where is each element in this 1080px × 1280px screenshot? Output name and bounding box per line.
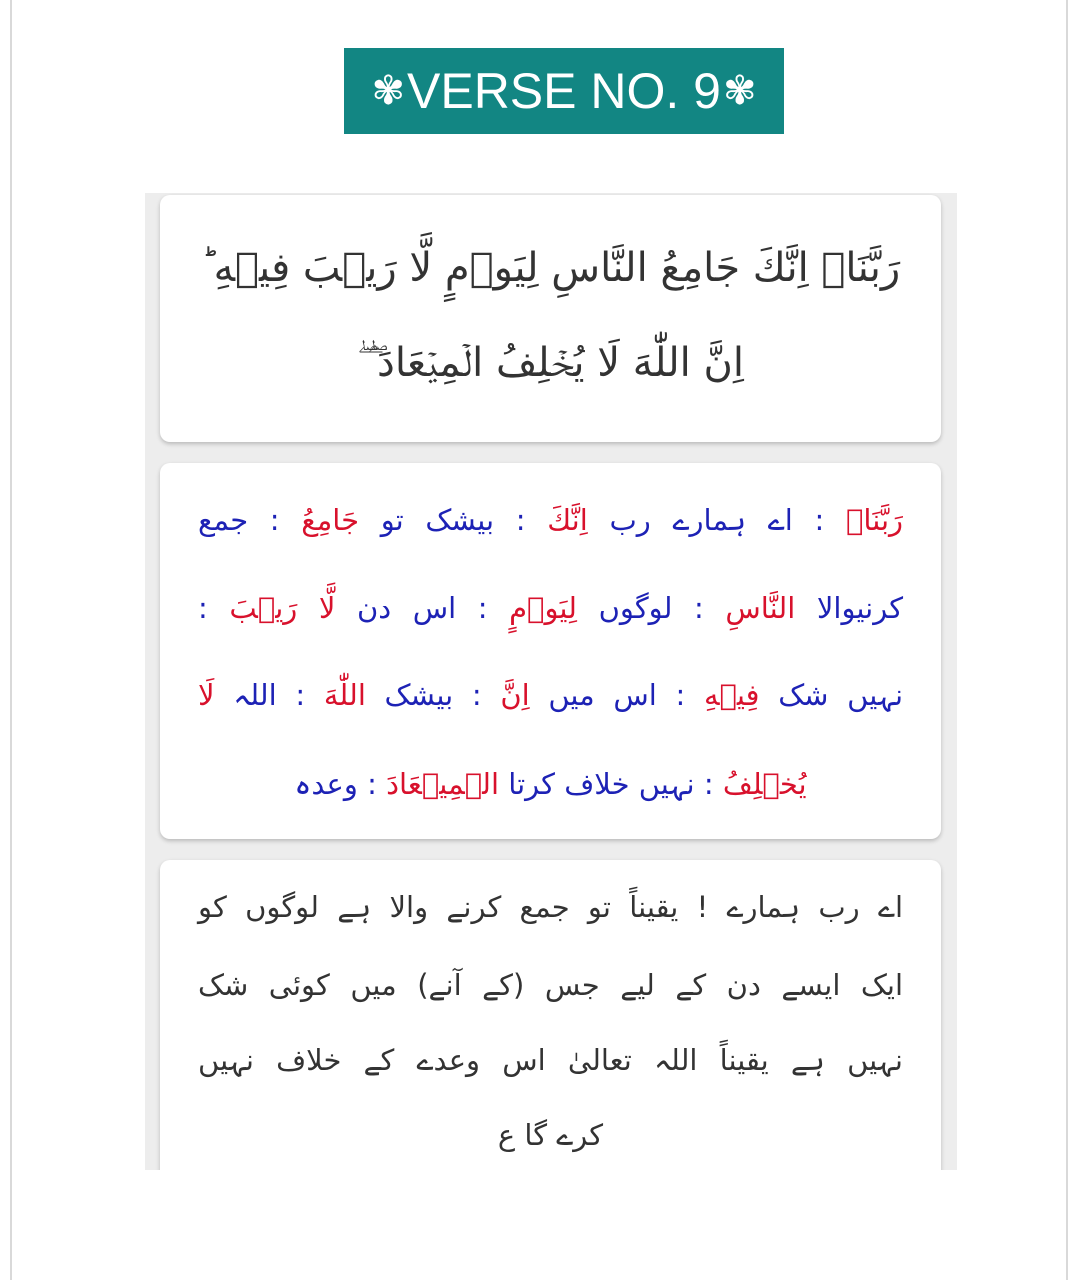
arabic-word: النَّاسِ xyxy=(725,591,796,625)
verse-title: VERSE NO. 9 xyxy=(407,63,721,119)
arabic-word: اللّٰهَ xyxy=(323,678,366,712)
translation-card xyxy=(160,860,941,1170)
arabic-word: الۡمِيۡعَادَ xyxy=(386,767,500,801)
word-meanings-line-2 xyxy=(198,591,903,625)
arabic-word: لَّا رَيۡبَ xyxy=(229,591,336,625)
flourish-right-icon: ✾ xyxy=(723,69,757,113)
flourish-left-icon: ✾ xyxy=(371,69,405,113)
urdu-meaning: : جمع xyxy=(198,503,280,537)
urdu-meaning: : اس میں xyxy=(548,678,686,712)
arabic-word: يُخۡلِفُ xyxy=(722,767,807,801)
arabic-word: فِيۡهِ xyxy=(703,678,760,712)
urdu-meaning: : بیشک xyxy=(384,678,482,712)
urdu-meaning: : بیشک تو xyxy=(380,503,526,537)
arabic-verse-card xyxy=(160,195,941,442)
arabic-word: اِنَّ xyxy=(500,678,530,712)
translation-line-4: کرے گا ع xyxy=(497,1118,604,1152)
verse-banner xyxy=(344,48,784,134)
arabic-word: لَا xyxy=(198,678,215,712)
translation-line-2: ایک ایسے دن کے لیے جس (کے آنے) میں کوئی شک xyxy=(198,968,903,1002)
urdu-meaning: : وعدہ xyxy=(294,767,377,801)
urdu-meaning: نہیں شک xyxy=(778,678,904,712)
arabic-verse-line-2: اِنَّ اللّٰهَ لَا يُخۡلِفُ الۡمِيۡعَادَ ۖ ۖ xyxy=(357,340,744,386)
arabic-word: رَبَّنَاۤ xyxy=(845,503,904,537)
translation-line-3: نہیں ہے یقیناً اللہ تعالیٰ اس وعدے کے خلاف نہیں xyxy=(198,1043,903,1077)
urdu-meaning: : نہیں خلاف کرتا xyxy=(508,767,714,801)
urdu-meaning: کرنیوالا xyxy=(816,591,904,625)
word-meanings-card xyxy=(160,463,941,839)
word-meanings-line-1 xyxy=(198,503,903,537)
word-meanings-line-3 xyxy=(198,678,903,712)
arabic-verse-line-1: رَبَّنَاۤ اِنَّكَ جَامِعُ النَّاسِ لِيَوۡمٍ لَّا رَيۡبَ فِيۡهِ‌ ؕ xyxy=(200,245,901,291)
word-meanings-line-4 xyxy=(198,767,903,801)
translation-line-1: اے رب ہمارے ! یقیناً تو جمع کرنے والا ہے لوگوں کو xyxy=(198,890,903,924)
arabic-word: اِنَّكَ xyxy=(547,503,588,537)
urdu-meaning: : اے ہمارے رب xyxy=(609,503,825,537)
urdu-meaning: : اس دن xyxy=(356,591,488,625)
arabic-word: جَامِعُ xyxy=(301,503,360,537)
arabic-word: لِيَوۡمٍ xyxy=(509,591,578,625)
content-panel xyxy=(145,193,957,1170)
urdu-meaning: : اللہ xyxy=(233,678,306,712)
urdu-meaning: : xyxy=(198,591,208,625)
page xyxy=(10,0,1068,1280)
urdu-meaning: : لوگوں xyxy=(598,591,704,625)
